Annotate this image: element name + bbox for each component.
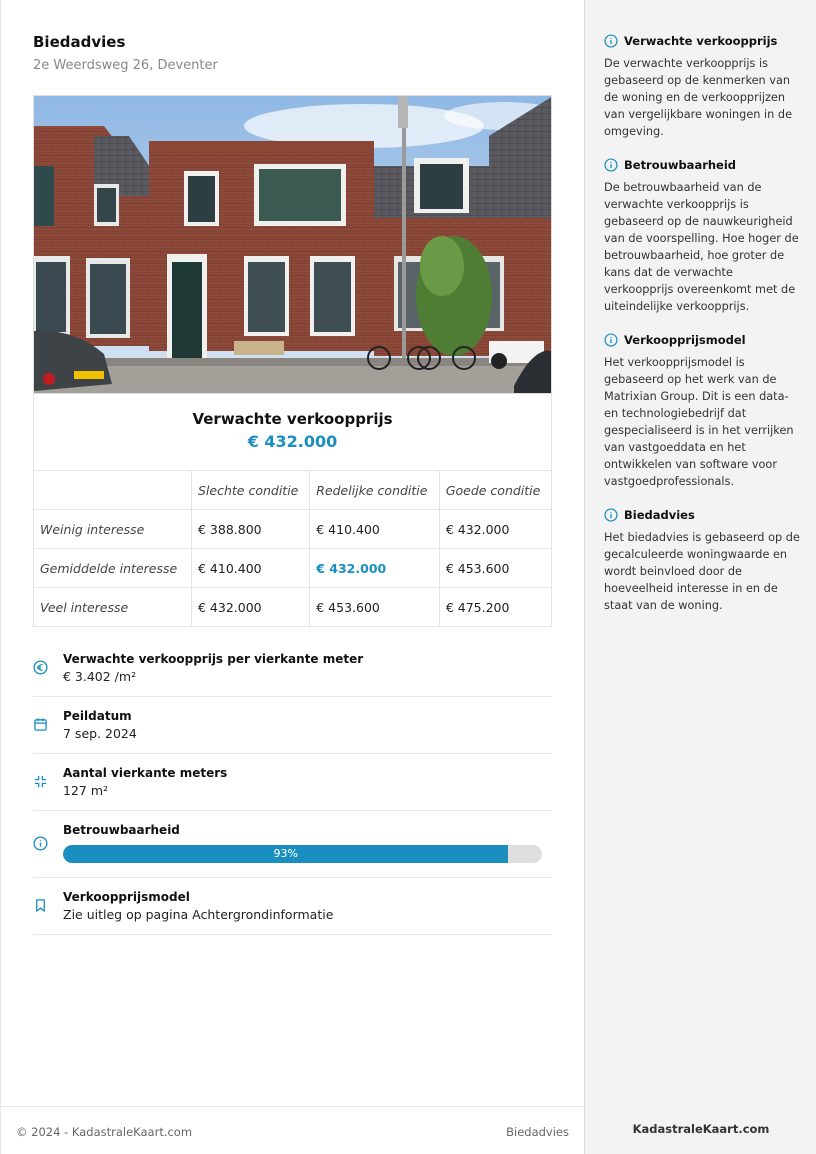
detail-price-per-m2 [33,641,552,697]
info-icon [604,333,618,347]
house-photo [33,95,552,394]
reliability-progress-fill: 93% [63,845,508,863]
table-cell: € 432.000 [192,588,310,627]
detail-value: Zie uitleg op pagina Achtergrondinformatie [63,907,334,922]
table-cell: € 432.000 [439,510,551,549]
detail-reliability [33,811,552,878]
sidebar-section-title: Verwachte verkoopprijs [624,34,778,48]
table-cell: € 410.400 [310,510,440,549]
table-cell: € 453.600 [310,588,440,627]
table-row [34,588,552,627]
detail-title: Aantal vierkante meters [63,766,228,780]
detail-title: Verwachte verkoopprijs per vierkante meter [63,652,364,666]
detail-value: 7 sep. 2024 [63,726,137,741]
info-icon [604,158,618,172]
sidebar-section-text: Het biedadvies is gebaseerd op de gecalculeerde woningwaarde en wordt beinvloed door de hoeveelheid interesse in en de staat van de woning. [604,531,800,612]
table-row-label: Gemiddelde interesse [34,549,192,588]
expected-price-box [33,394,552,471]
price-matrix [33,470,552,627]
table-header-row [34,471,552,510]
table-row-label: Veel interesse [34,588,192,627]
expected-price-value: € 432.000 [247,432,338,451]
footer-page-name: Biedadvies [506,1125,569,1139]
table-cell: € 475.200 [439,588,551,627]
info-icon [604,508,618,522]
sidebar-section-title: Biedadvies [624,508,695,522]
sidebar-section-text: De betrouwbaarheid van de verwachte verkoopprijs is gebaseerd op de nauwkeurigheid van de voorspelling. Hoe hoger de betrouwbaarheid, hoe groter de kans dat de verwachte verkoopprijs overeenkomt met de uiteindelijke verkoopprijs. [604,181,799,313]
detail-title: Verkoopprijsmodel [63,890,190,904]
info-icon [33,836,48,851]
detail-title: Betrouwbaarheid [63,823,180,837]
footer-copyright: © 2024 - KadastraleKaart.com [16,1125,193,1139]
detail-date [33,697,552,754]
calendar-icon [33,717,48,732]
sidebar [584,0,816,1154]
table-row [34,510,552,549]
detail-model [33,878,552,935]
sidebar-section-title: Verkoopprijsmodel [624,333,746,347]
table-row [34,549,552,588]
sidebar-section-bid-advice [604,508,800,614]
detail-value: 127 m² [63,783,109,798]
sidebar-section-expected-price [604,34,800,140]
table-header-cell [34,471,192,510]
euro-icon [33,660,48,675]
sidebar-footer-brand: KadastraleKaart.com [632,1122,770,1136]
table-row-label: Weinig interesse [34,510,192,549]
sidebar-section-title: Betrouwbaarheid [624,158,737,172]
detail-area [33,754,552,811]
table-cell: € 453.600 [439,549,551,588]
table-header-cell: Goede conditie [439,471,551,510]
page-title: Biedadvies [33,33,126,51]
expected-price-label: Verwachte verkoopprijs [192,410,393,428]
address: 2e Weerdsweg 26, Deventer [33,58,218,73]
house-photo-image [34,96,552,394]
table-cell-highlight: € 432.000 [310,549,440,588]
footer [1,1106,585,1154]
detail-value: € 3.402 /m² [63,669,137,684]
sidebar-section-text: Het verkoopprijsmodel is gebaseerd op het werk van de Matrixian Group. Dit is een data-en technologiebedrijf dat gespecialiseerd is in het verrijken van vastgoeddata en het ontwikkelen van software voor vastgoedprofessionals. [604,356,794,488]
table-header-cell: Slechte conditie [192,471,310,510]
sidebar-section-text: De verwachte verkoopprijs is gebaseerd op de kenmerken van de woning en de verkoopprijzen van vergelijkbare woningen in de omgeving. [604,57,793,138]
info-icon [604,34,618,48]
table-cell: € 388.800 [192,510,310,549]
sidebar-section-reliability [604,158,800,315]
sidebar-section-model [604,333,800,490]
table-header-cell: Redelijke conditie [310,471,440,510]
bookmark-icon [33,898,48,913]
detail-title: Peildatum [63,709,132,723]
reliability-progress-bar [63,845,542,863]
table-cell: € 410.400 [192,549,310,588]
compress-icon [33,774,48,789]
